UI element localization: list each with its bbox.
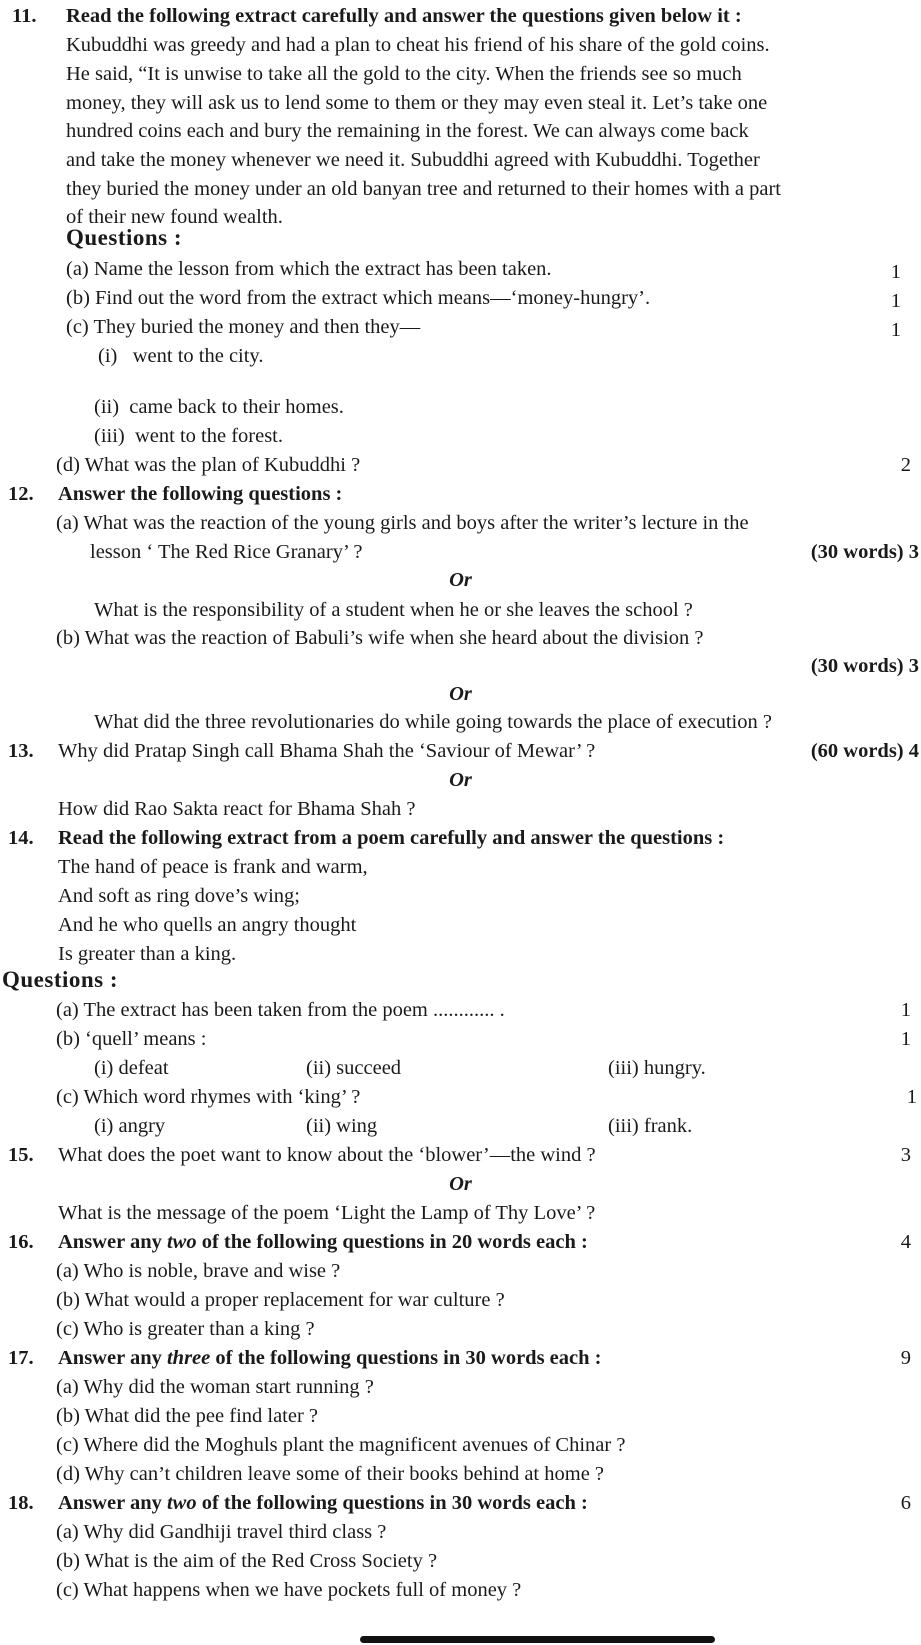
q12-a-alternative: What is the responsibility of a student when he or she leaves the school ? — [94, 599, 693, 621]
q11-c: (c) They buried the money and then they— — [66, 316, 421, 338]
q15-number: 15. — [8, 1144, 34, 1166]
q18-c: (c) What happens when we have pockets full of money ? — [56, 1579, 522, 1601]
q14-c-option-2: (ii) wing — [306, 1115, 378, 1137]
q16-number: 16. — [8, 1231, 34, 1253]
q11-passage-line: hundred coins each and bury the remaining in the forest. We can always come back — [66, 120, 749, 142]
q14-b-option-3: (iii) hungry. — [608, 1057, 706, 1079]
q14-a-marks: 1 — [900, 999, 911, 1021]
q17-c: (c) Where did the Moghuls plant the magnificent avenues of Chinar ? — [56, 1434, 626, 1456]
q18-a: (a) Why did Gandhiji travel third class ? — [56, 1521, 387, 1543]
q15-or: Or — [449, 1173, 472, 1195]
q11-a: (a) Name the lesson from which the extract has been taken. — [66, 258, 552, 280]
q11-b: (b) Find out the word from the extract which means—‘money-hungry’. — [66, 287, 651, 309]
q14-a: (a) The extract has been taken from the poem ............ . — [56, 999, 505, 1021]
q11-d: (d) What was the plan of Kubuddhi ? — [56, 454, 361, 476]
q11-passage-line: Kubuddhi was greedy and had a plan to cheat his friend of his share of the gold coins. — [66, 34, 770, 56]
q14-number: 14. — [8, 827, 34, 849]
q13-or: Or — [449, 769, 472, 791]
q17-a: (a) Why did the woman start running ? — [56, 1376, 374, 1398]
q13-alternative: How did Rao Sakta react for Bhama Shah ? — [58, 798, 416, 820]
q14-poem-line: And soft as ring dove’s wing; — [58, 885, 300, 907]
q18-title: Answer any two of the following questions in 30 words each : — [58, 1492, 588, 1514]
q11-passage-line: they buried the money under an old banyan tree and returned to their homes with a part — [66, 178, 781, 200]
q14-title: Read the following extract from a poem carefully and answer the questions : — [58, 827, 725, 849]
q16-b: (b) What would a proper replacement for war culture ? — [56, 1289, 505, 1311]
q16-title: Answer any two of the following questions in 20 words each : — [58, 1231, 588, 1253]
q17-title: Answer any three of the following questions in 30 words each : — [58, 1347, 602, 1369]
q14-b-option-2: (ii) succeed — [306, 1057, 402, 1079]
q12-b: (b) What was the reaction of Babuli’s wife when she heard about the division ? — [56, 627, 704, 649]
q11-c-option-ii: (ii) came back to their homes. — [94, 396, 344, 418]
q12-or-1: Or — [449, 569, 472, 591]
q12-a-words: (30 words) 3 — [810, 541, 919, 563]
q16-a: (a) Who is noble, brave and wise ? — [56, 1260, 341, 1282]
q13-text: Why did Pratap Singh call Bhama Shah the ‘Saviour of Mewar’ ? — [58, 740, 596, 762]
q12-title: Answer the following questions : — [58, 483, 343, 505]
q13-words: (60 words) 4 — [810, 740, 919, 762]
q12-a-line1: (a) What was the reaction of the young girls and boys after the writer’s lecture in the — [56, 512, 749, 534]
q11-c-option-iii: (iii) went to the forest. — [94, 425, 284, 447]
q18-number: 18. — [8, 1492, 34, 1514]
q11-passage-line: He said, “It is unwise to take all the gold to the city. When the friends see so much — [66, 63, 742, 85]
q17-number: 17. — [8, 1347, 34, 1369]
q14-c-option-3: (iii) frank. — [608, 1115, 693, 1137]
q14-c-option-1: (i) angry — [94, 1115, 166, 1137]
q12-number: 12. — [8, 483, 34, 505]
q12-or-2: Or — [449, 683, 472, 705]
q12-b-words: (30 words) 3 — [810, 655, 919, 677]
q17-marks: 9 — [900, 1347, 911, 1369]
q11-c-option-i: (i) went to the city. — [98, 345, 264, 367]
q14-poem-line: And he who quells an angry thought — [58, 914, 357, 936]
home-indicator-bar[interactable] — [360, 1636, 715, 1643]
q14-c: (c) Which word rhymes with ‘king’ ? — [56, 1086, 361, 1108]
q16-c: (c) Who is greater than a king ? — [56, 1318, 315, 1340]
q18-marks: 6 — [900, 1492, 911, 1514]
q15-text: What does the poet want to know about the ‘blower’—the wind ? — [58, 1144, 596, 1166]
q14-poem-line: Is greater than a king. — [58, 943, 237, 965]
q11-number: 11. — [12, 5, 37, 27]
q11-a-marks: 1 — [890, 261, 901, 283]
q14-questions-heading: Questions : — [2, 967, 119, 992]
q11-passage-line: of their new found wealth. — [66, 206, 283, 228]
q11-questions-heading: Questions : — [66, 225, 183, 250]
q16-marks: 4 — [900, 1231, 911, 1253]
q11-passage-line: and take the money whenever we need it. Subuddhi agreed with Kubuddhi. Together — [66, 149, 760, 171]
q17-d: (d) Why can’t children leave some of their books behind at home ? — [56, 1463, 605, 1485]
q11-b-marks: 1 — [890, 290, 901, 312]
q13-number: 13. — [8, 740, 34, 762]
q12-a-line2: lesson ‘ The Red Rice Granary’ ? — [90, 541, 363, 563]
q14-b: (b) ‘quell’ means : — [56, 1028, 207, 1050]
q11-title: Read the following extract carefully and answer the questions given below it : — [66, 5, 742, 27]
q14-poem-line: The hand of peace is frank and warm, — [58, 856, 368, 878]
q11-passage-line: money, they will ask us to lend some to them or they may even steal it. Let’s take one — [66, 92, 768, 114]
q11-c-marks: 1 — [890, 319, 901, 341]
q14-b-marks: 1 — [900, 1028, 911, 1050]
q18-b: (b) What is the aim of the Red Cross Society ? — [56, 1550, 438, 1572]
q17-b: (b) What did the pee find later ? — [56, 1405, 319, 1427]
q15-alternative: What is the message of the poem ‘Light the Lamp of Thy Love’ ? — [58, 1202, 596, 1224]
q12-b-alternative: What did the three revolutionaries do while going towards the place of execution ? — [94, 711, 772, 733]
q11-d-marks: 2 — [900, 454, 911, 476]
q14-b-option-1: (i) defeat — [94, 1057, 169, 1079]
q15-marks: 3 — [900, 1144, 911, 1166]
q14-c-marks: 1 — [906, 1086, 917, 1108]
